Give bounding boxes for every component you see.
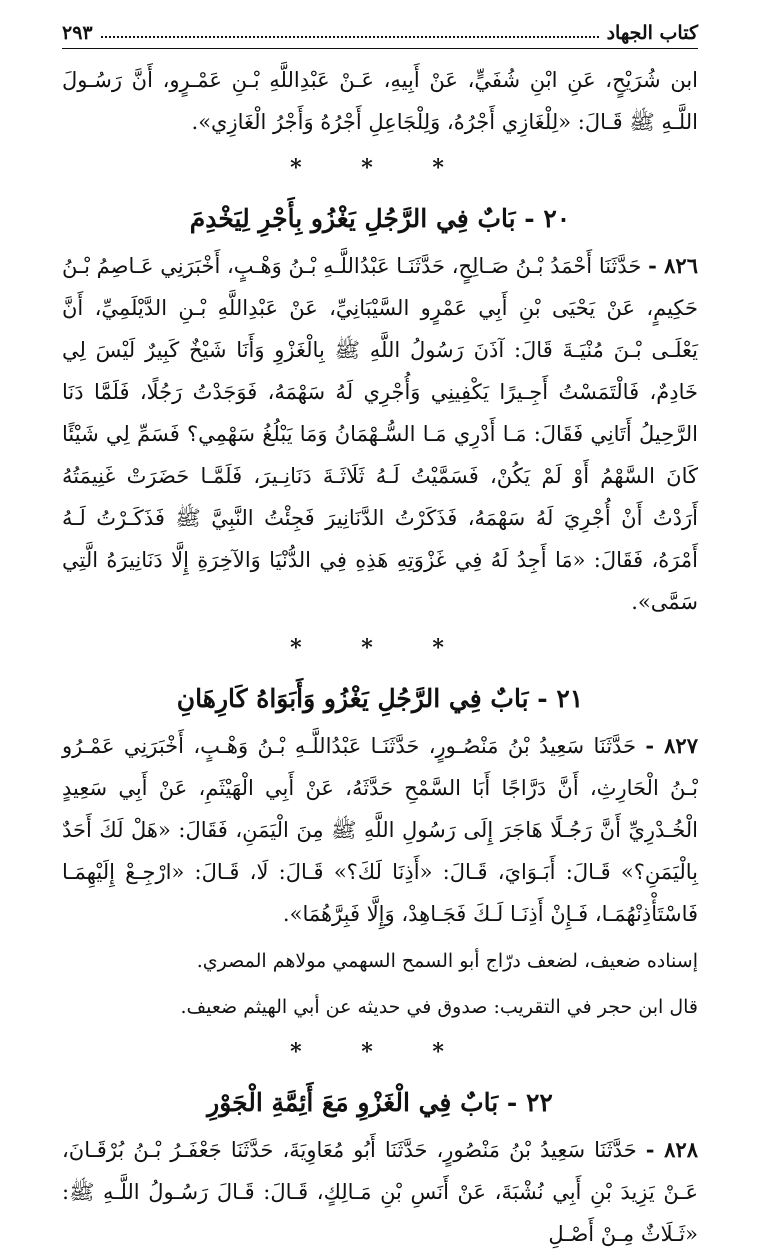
hadith-text: حَدَّثَنَا سَعِيدُ بْنُ مَنْصُـورٍ، حَدَّثَنَـا عَبْدُاللَّـهِ بْـنُ وَهْـبٍ، أَخْبَرَنِي عَمْـرُو بْـنُ الْحَارِثِ، أَنَّ دَرَّاجًا أَبَا السَّمْحِ حَدَّثَهُ، عَنْ أَبِي الْهَيْثَمِ، عَنْ أَبِي سَعِيدٍ الْخُـدْرِيِّ أَنَّ رَجُـلًا هَاجَرَ إِلَى رَسُولِ اللَّهِ ﷺ مِنَ الْيَمَنِ، فَقَالَ: «هَلْ لَكَ أَحَدٌ بِالْيَمَنِ؟» قَـالَ: أَبَـوَايَ، قَـالَ: «أَذِنَا لَكَ؟» قَـالَ: لَا، قَـالَ: «ارْجِـعْ إِلَيْهِمَـا فَاسْتَأْذِنْهُمَـا، فَـإِنْ أَذِنَـا لَـكَ فَجَـاهِدْ، وَإِلَّا فَبِرَّهُمَا». <box>62 734 698 926</box>
hadith-827 <box>62 725 698 935</box>
page-number: ٢٩٣ <box>62 22 93 44</box>
hadith-continuation-text: ابن شُرَيْحٍ، عَنِ ابْنِ شُفَيٍّ، عَنْ أَبِيهِ، عَـنْ عَبْدِاللَّهِ بْـنِ عَمْـرٍو، أَنَّ رَسُـولَ اللَّـهِ ﷺ قَـالَ: «لِلْغَازِي أَجْرُهُ، وَلِلْجَاعِلِ أَجْرُهُ وَأَجْرُ الْغَازِي». <box>62 68 698 134</box>
hadith-text: حَدَّثَنَا أَحْمَدُ بْـنُ صَـالِحٍ، حَدَّثَنَـا عَبْدُاللَّـهِ بْـنُ وَهْـبٍ، أَخْبَرَنِي عَـاصِمُ بْـنُ حَكِيمٍ، عَنْ يَحْيَى بْنِ أَبِي عَمْرٍو السَّيْبَانِيِّ، عَنْ عَبْدِاللَّهِ بْـنِ الدَّيْلَمِيِّ، أَنَّ يَعْلَـى بْـنَ مُنْيَـةَ قَالَ: آذَنَ رَسُولُ اللَّهِ ﷺ بِالْغَزْوِ وَأَنَا شَيْخٌ كَبِيرٌ لَيْسَ لِي خَادِمٌ، فَالْتَمَسْتُ أَجِـيرًا يَكْفِينِي وَأُجْرِي لَهُ سَهْمَهُ، فَوَجَدْتُ رَجُلًا، فَلَمَّا دَنَا الرَّحِيلُ أَتَانِي فَقَالَ: مَـا أَدْرِي مَـا السُّـهْمَانُ وَمَا يَبْلُغُ سَهْمِي؟ فَسَمِّ لِي شَيْئًا كَانَ السَّهْمُ أَوْ لَمْ يَكُنْ، فَسَمَّيْتُ لَـهُ ثَلَاثَـةَ دَنَانِـيرَ، فَلَمَّـا حَضَرَتْ غَنِيمَتُهُ أَرَدْتُ أَنْ أُجْرِيَ لَهُ سَهْمَهُ، فَذَكَرْتُ الدَّنَانِيرَ فَجِئْتُ النَّبِيَّ ﷺ فَذَكَـرْتُ لَـهُ أَمْرَهُ، فَقَالَ: «مَا أَجِدُ لَهُ فِي غَزْوَتِهِ هَذِهِ فِي الدُّنْيَا وَالآخِرَةِ إِلَّا دَنَانِيرَهُ الَّتِي سَمَّى». <box>62 254 698 614</box>
section-separator: * * * <box>290 635 470 661</box>
grading-note: إسناده ضعيف، لضعف درّاج أبو السمح السهمي مولاهم المصري. <box>196 950 698 972</box>
hadith-number: ٨٢٨ - <box>645 1137 698 1162</box>
section-separator: * * * <box>290 155 470 181</box>
section-separator: * * * <box>290 1039 470 1065</box>
book-title: كتاب الجهاد <box>606 22 698 44</box>
hadith-number: ٨٢٧ - <box>645 733 698 758</box>
hadith-number: ٨٢٦ - <box>648 253 698 278</box>
page-header <box>62 22 698 49</box>
chapter-20-title: ٢٠ - بَابٌ فِي الرَّجُلِ يَغْزُو بِأَجْرِ لِيَخْدِمَ <box>189 204 571 233</box>
header-dotted-leader <box>101 36 599 38</box>
chapter-21-title: ٢١ - بَابٌ فِي الرَّجُلِ يَغْزُو وَأَبَوَاهُ كَارِهَانِ <box>176 684 584 713</box>
hadith-826 <box>62 245 698 623</box>
hadith-828 <box>62 1129 698 1255</box>
hadith-text: حَدَّثَنَا سَعِيدُ بْنُ مَنْصُورٍ، حَدَّثَنَا أَبُو مُعَاوِيَةَ، حَدَّثَنَا جَعْفَـرُ بْـنُ بُرْقَـانَ، عَـنْ يَزِيدَ بْنِ أَبِي نُشْبَةَ، عَنْ أَنَسِ بْنِ مَـالِكٍ، قَـالَ: قَـالَ رَسُـولُ اللَّـهِ ﷺ: «ثَـلَاثٌ مِـنْ أَصْـلِ <box>62 1138 698 1246</box>
chapter-22-title: ٢٢ - بَابٌ فِي الْغَزْوِ مَعَ أَئِمَّةِ الْجَوْرِ <box>207 1088 553 1117</box>
grading-note: قال ابن حجر في التقريب: صدوق في حديثه عن أبي الهيثم ضعيف. <box>180 996 698 1018</box>
